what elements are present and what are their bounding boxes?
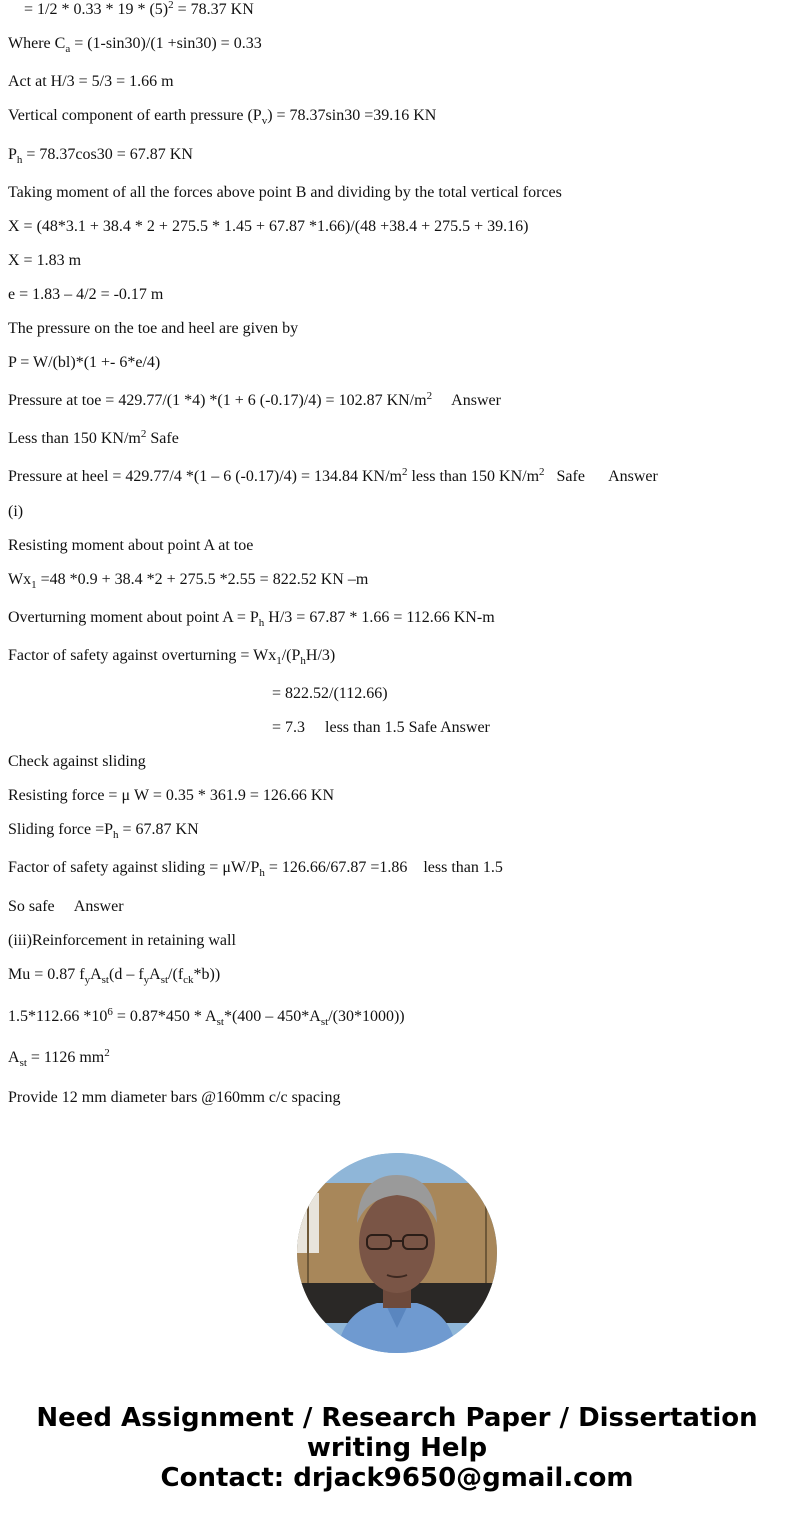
text-run: Safe Answer [544, 468, 658, 485]
text-run: Overturning moment about point A = P [8, 609, 259, 626]
subscript: h [259, 867, 265, 879]
superscript: 2 [104, 1047, 110, 1059]
solution-line [24, 0, 254, 20]
subscript: h [258, 617, 265, 629]
text-run: X = (48*3.1 + 38.4 * 2 + 275.5 * 1.45 + 67.87 *1.66)/(48 +38.4 + 275.5 + 39.16) [8, 218, 529, 235]
text-run: (iii)Reinforcement in retaining wall [8, 932, 236, 949]
solution-line [8, 285, 163, 305]
solution-line [8, 1048, 110, 1068]
text-run: 1.5*112.66 *10 [8, 1008, 108, 1025]
subscript: h [113, 829, 119, 841]
promo-line-2: writing Help [306, 1433, 488, 1463]
text-run: = 7.3 less than 1.5 Safe Answer [272, 719, 490, 736]
subscript: st [216, 1016, 224, 1028]
text-run: Check against sliding [8, 753, 146, 770]
subscript: st [320, 1016, 329, 1028]
text-run: = (1-sin30)/(1 +sin30) = 0.33 [70, 35, 262, 52]
promo-contact: Contact: drjack9650@gmail.com [160, 1463, 634, 1493]
solution-line [8, 752, 146, 772]
text-run: less than 150 KN/m [407, 468, 540, 485]
solution-line [8, 1007, 405, 1027]
text-run: = 78.37cos30 = 67.87 KN [22, 146, 193, 163]
text-run: Provide 12 mm diameter bars @160mm c/c spacing [8, 1089, 341, 1106]
subscript: st [101, 974, 109, 986]
text-run: A [8, 1049, 20, 1066]
subscript: v [261, 115, 268, 127]
solution-line [8, 931, 236, 951]
superscript: 2 [426, 390, 433, 402]
text-run: /(P [281, 647, 301, 664]
text-run: = 1126 mm [26, 1049, 105, 1066]
text-run: Wx [8, 571, 32, 588]
text-run: *(400 – 450*A [223, 1008, 321, 1025]
solution-line [8, 391, 501, 411]
solution-line [8, 646, 335, 666]
solution-line [8, 251, 81, 271]
text-run: =48 *0.9 + 38.4 *2 + 275.5 *2.55 = 822.52 KN –m [36, 571, 369, 588]
superscript: 2 [401, 466, 408, 478]
text-run: So safe Answer [8, 898, 124, 915]
solution-line [8, 502, 23, 522]
text-run: = 126.66/67.87 =1.86 less than 1.5 [264, 859, 503, 876]
promo-line-1: Need Assignment / Research Paper / Dissertation [36, 1403, 758, 1433]
superscript: 2 [539, 466, 545, 478]
subscript: 1 [31, 579, 37, 591]
solution-line [8, 217, 528, 237]
text-run: (i) [8, 503, 24, 520]
subscript: 1 [276, 655, 282, 667]
solution-line [8, 319, 298, 339]
text-run: (d – f [108, 966, 144, 983]
solution-line [8, 145, 193, 165]
subscript: y [84, 974, 91, 986]
text-run: H/3) [305, 647, 336, 664]
solution-line [8, 429, 179, 449]
solution-line [8, 1088, 340, 1108]
author-photo-icon [297, 1153, 497, 1353]
author-avatar [297, 1153, 497, 1353]
solution-line [8, 570, 368, 590]
text-run: Factor of safety against overturning = Wx [8, 647, 277, 664]
subscript: st [19, 1057, 27, 1069]
solution-line [8, 965, 220, 985]
text-run: A [90, 966, 102, 983]
text-run: Where C [8, 35, 66, 52]
subscript: ck [183, 974, 194, 986]
superscript: 2 [168, 0, 174, 11]
text-run: Pressure at toe = 429.77/(1 *4) *(1 + 6 (-0.17)/4) = 102.87 KN/m [8, 392, 427, 409]
solution-line [8, 106, 436, 126]
text-run: H/3 = 67.87 * 1.66 = 112.66 KN-m [264, 609, 495, 626]
text-run: Mu = 0.87 f [8, 966, 85, 983]
solution-line [8, 183, 562, 203]
subscript: st [160, 974, 169, 986]
text-run: Sliding force =P [8, 821, 114, 838]
text-run: The pressure on the toe and heel are given by [8, 320, 299, 337]
text-run: Factor of safety against sliding = μW/P [8, 859, 260, 876]
subscript: h [16, 154, 23, 166]
subscript: a [65, 43, 71, 55]
solution-line [8, 467, 658, 487]
solution-line [8, 608, 495, 628]
subscript: y [143, 974, 150, 986]
text-run: e = 1.83 – 4/2 = -0.17 m [8, 286, 164, 303]
solution-line [8, 536, 253, 556]
solution-line [8, 34, 262, 54]
solution-line [8, 820, 199, 840]
solution-line [8, 897, 124, 917]
text-run: Vertical component of earth pressure (P [8, 107, 262, 124]
text-run: = 822.52/(112.66) [272, 685, 388, 702]
solution-line [8, 786, 334, 806]
solution-line [272, 718, 490, 738]
text-run: /(30*1000)) [328, 1008, 405, 1025]
superscript: 6 [107, 1006, 113, 1018]
text-run: ) = 78.37sin30 =39.16 KN [267, 107, 437, 124]
text-run: Pressure at heel = 429.77/4 *(1 – 6 (-0.17)/4) = 134.84 KN/m [8, 468, 402, 485]
solution-line [8, 72, 174, 92]
text-run: Answer [432, 392, 501, 409]
superscript: 2 [140, 428, 147, 440]
text-run: /(f [168, 966, 184, 983]
text-run: *b)) [193, 966, 221, 983]
solution-line [8, 858, 503, 878]
text-run: Resisting moment about point A at toe [8, 537, 254, 554]
text-run: Resisting force = μ W = 0.35 * 361.9 = 126.66 KN [8, 787, 334, 804]
solution-line [272, 684, 388, 704]
text-run: A [149, 966, 161, 983]
text-run: = 0.87*450 * A [112, 1008, 217, 1025]
text-run: = 67.87 KN [118, 821, 199, 838]
text-run: = 78.37 KN [173, 1, 254, 18]
text-run: P [8, 146, 17, 163]
text-run: Act at H/3 = 5/3 = 1.66 m [8, 73, 174, 90]
promo-banner [0, 1403, 794, 1493]
text-run: Safe [146, 430, 179, 447]
text-run: = 1/2 * 0.33 * 19 * (5) [24, 1, 169, 18]
solution-line [8, 353, 160, 373]
text-run: P = W/(bl)*(1 +- 6*e/4) [8, 354, 161, 371]
text-run: Taking moment of all the forces above point B and dividing by the total vertical forces [8, 184, 562, 201]
text-run: Less than 150 KN/m [8, 430, 141, 447]
subscript: h [300, 655, 306, 667]
text-run: X = 1.83 m [8, 252, 82, 269]
